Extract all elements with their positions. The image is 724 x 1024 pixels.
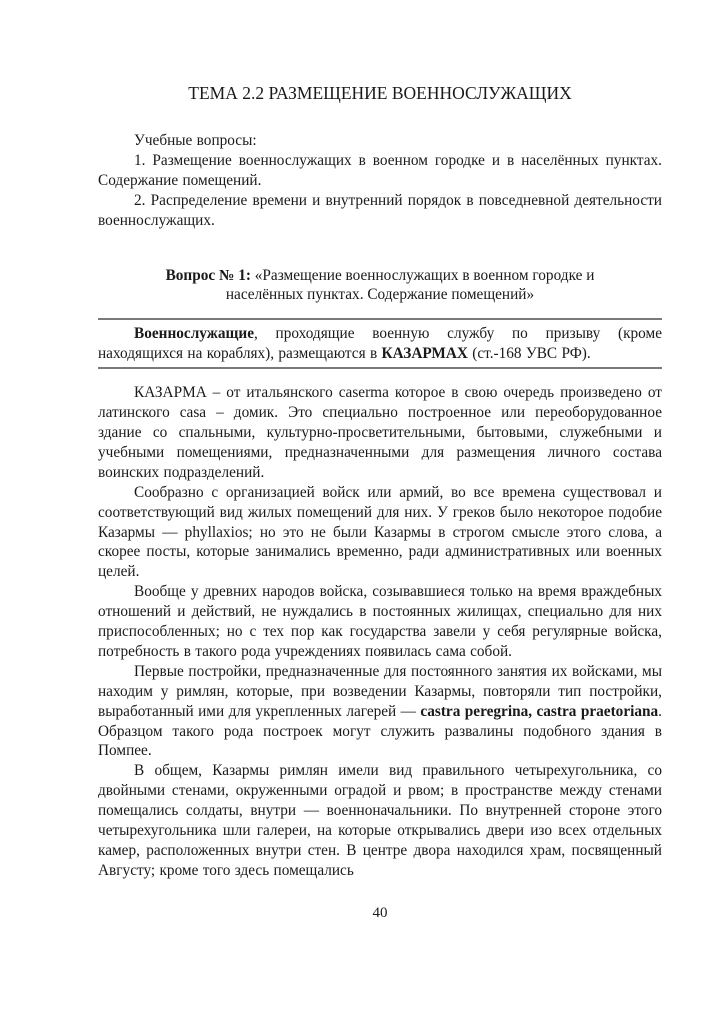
question-1-label: Вопрос № 1: — [165, 266, 255, 284]
statement-term: КАЗАРМАХ — [381, 345, 468, 363]
body-paragraph-4-tail: . Образцом такого рода построек могут служить развалины подобного здания в Помпее. — [98, 702, 662, 760]
question-1-heading — [126, 266, 634, 306]
body-paragraph-4-lead: Первые постройки, предназначенные для постоянного занятия их войсками, мы находим у римлян, которые, при возведении Казармы, повторяли тип постройки, выработанный ими для укрепленных лагерей — — [98, 662, 662, 720]
page-title: ТЕМА 2.2 РАЗМЕЩЕНИЕ ВОЕННОСЛУЖАЩИХ — [188, 83, 572, 103]
study-questions-heading: Учебные вопросы: — [134, 132, 257, 149]
statement-lead: Военнослужащие — [134, 325, 254, 343]
body-paragraph-5: В общем, Казармы римлян имели вид правильного четырехугольника, со двойными стенами, окруженными оградой и рвом; в пространстве между стенами помещались солдаты, внутри — военноначальники. По внутренней стороне этого четырехугольника шли галереи, на которые открывались двери изо всех отдельных камер, расположенных внутри стен. В центре двора находился храм, посвященный Августу; кроме того здесь помещались — [98, 762, 662, 879]
page-number: 40 — [372, 904, 388, 921]
body-paragraph-2: Сообразно с организацией войск или армий, во все времена существовал и соответствующий вид жилых помещений для них. У греков было некоторое подобие Казармы — phyllaxios; но это не были Казармы в строгом смысле этого слова, а скорее посты, которые занимались временно, ради административных или военных целей. — [98, 483, 662, 581]
body-paragraph-4 — [98, 662, 662, 762]
study-question-item-1: 1. Размещение военнослужащих в военном городке и в населённых пунктах. Содержание помещений. — [98, 151, 662, 189]
statement-middle: , проходящие военную службу по призыву (кроме находящихся на кораблях), размещаются в — [98, 325, 662, 363]
statement-box — [98, 318, 662, 369]
question-1-text: «Размещение военнослужащих в военном городке и населённых пунктах. Содержание помещений» — [225, 266, 595, 304]
statement-text — [98, 324, 662, 364]
study-question-item-2: 2. Распределение времени и внутренний порядок в повседневной деятельности военнослужащих. — [98, 191, 662, 229]
body-paragraph-1: КАЗАРМА – от итальянского caserma которое в свою очередь произведено от латинского casa – домик. Это специально построенное или переоборудованное здание со спальными, культурно-просветительными, бытовыми, служебными и учебными помещениями, предназначенными для размещения личного состава воинских подразделений. — [98, 384, 662, 481]
body-paragraph-3: Вообще у древних народов войска, созывавшиеся только на время враждебных отношений и действий, не нуждались в постоянных жилищах, специально для них приспособленных; но с тех пор как государства завели у себя регулярные войска, потребность в такого рода учреждениях появилась сама собой. — [98, 583, 662, 660]
body-paragraph-4-latin-term: castra peregrina, castra praetoriana — [420, 702, 659, 720]
statement-tail: (ст.-168 УВС РФ). — [467, 345, 591, 363]
